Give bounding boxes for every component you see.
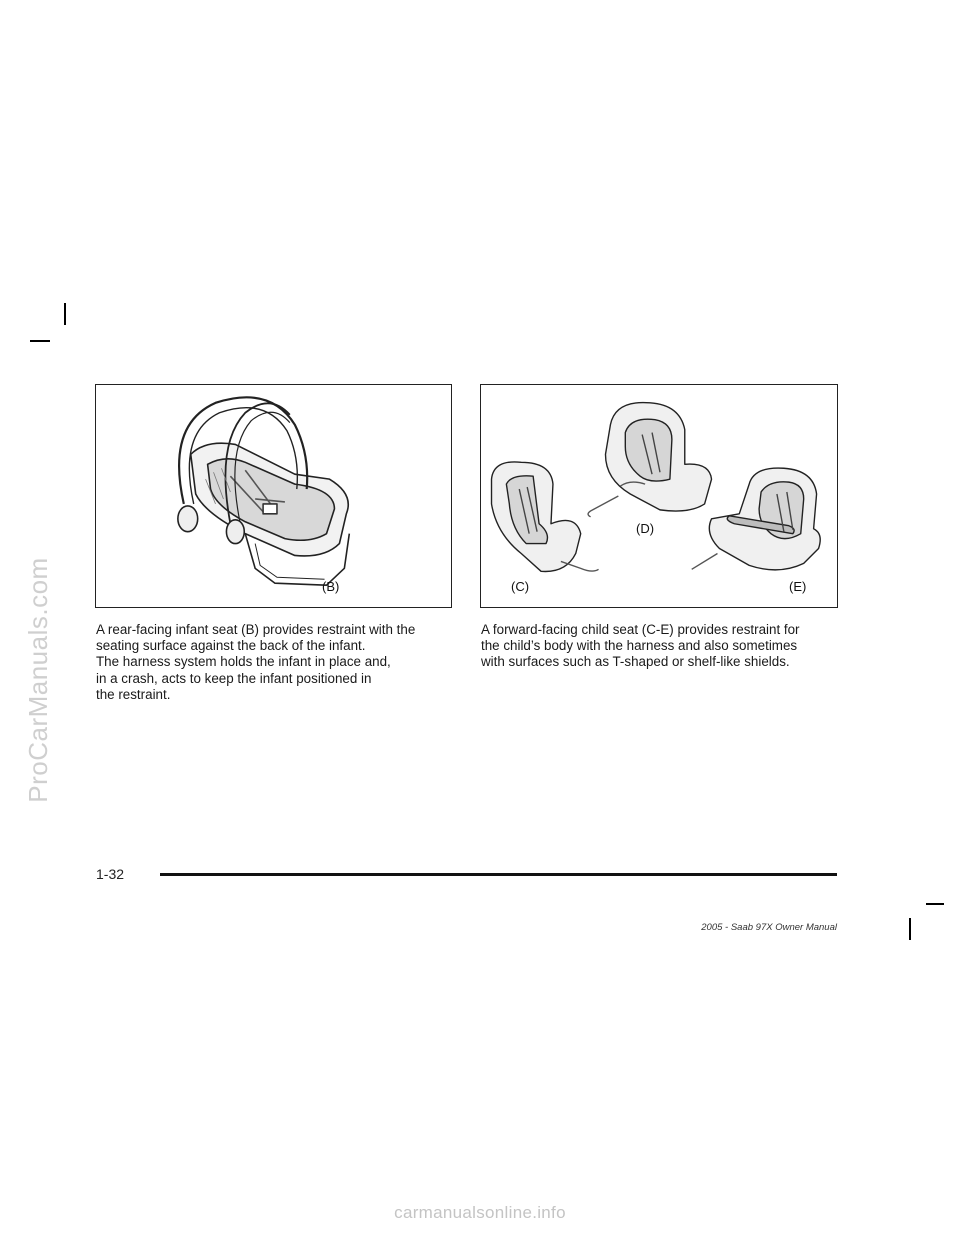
caption-infant-seat <box>96 622 415 703</box>
caption-line: A forward-facing child seat (C-E) provides restraint for <box>481 622 800 637</box>
caption-line: The harness system holds the infant in place and, <box>96 654 391 670</box>
footer-rule <box>160 873 837 876</box>
figure-label-d: (D) <box>636 521 655 536</box>
bottom-watermark: carmanualsonline.info <box>394 1203 566 1222</box>
caption-line: the child’s body with the harness and also sometimes <box>481 638 798 654</box>
figure-label-b: (B) <box>322 579 340 594</box>
infant-seat-illustration <box>96 385 451 607</box>
page-number: 1-32 <box>96 866 125 882</box>
caption-line: A rear-facing infant seat (B) provides restraint with the <box>96 622 416 637</box>
figure-label-c: (C) <box>511 579 530 594</box>
manual-title: 2005 - Saab 97X Owner Manual <box>701 922 837 933</box>
crop-mark-bottom-right-horizontal <box>926 903 944 905</box>
caption-line: the restraint. <box>96 686 171 702</box>
side-watermark: ProCarManuals.com <box>23 557 53 803</box>
caption-line: with surfaces such as T-shaped or shelf-like shields. <box>481 654 790 670</box>
crop-mark-top-left-horizontal <box>30 340 50 342</box>
figure-infant-seat <box>95 384 452 608</box>
caption-line: in a crash, acts to keep the infant positioned in <box>96 670 372 686</box>
crop-mark-top-left-vertical <box>64 303 66 325</box>
figure-child-seats <box>480 384 838 608</box>
caption-child-seats <box>481 622 800 671</box>
crop-mark-bottom-right-vertical <box>909 918 911 940</box>
child-seats-illustration <box>481 385 837 607</box>
caption-line: seating surface against the back of the infant. <box>96 638 366 654</box>
figure-label-e: (E) <box>789 579 807 594</box>
